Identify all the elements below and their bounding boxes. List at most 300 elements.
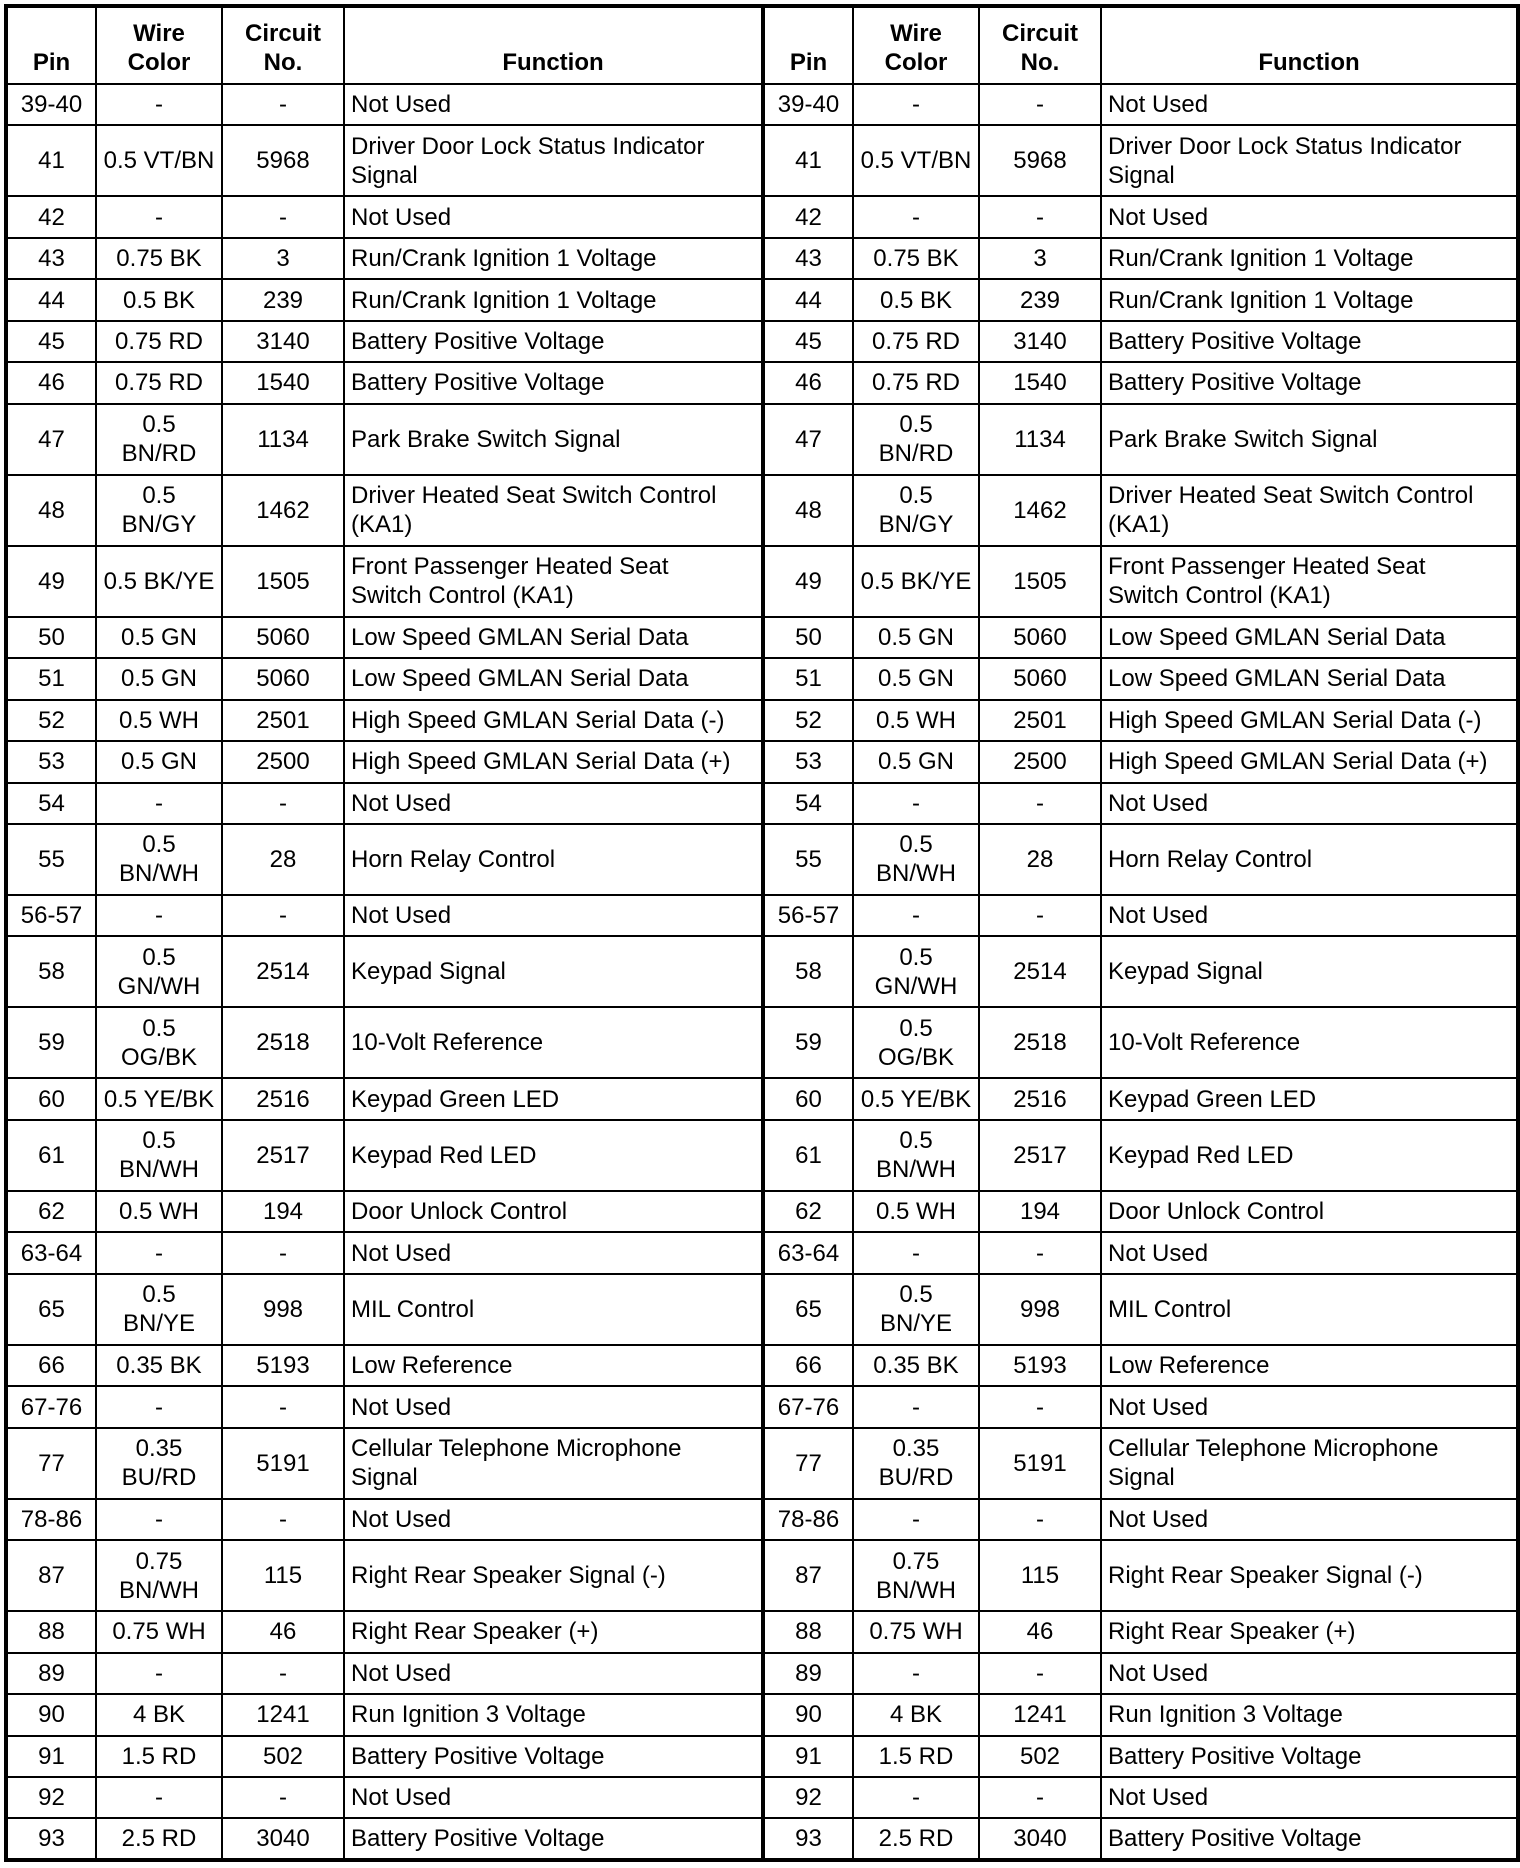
function-cell: Run/Crank Ignition 1 Voltage [344,279,763,320]
table-row [6,1191,1518,1232]
header-pin: Pin [763,6,853,84]
wire-color-cell: 0.5 YE/BK [853,1078,979,1119]
pin-cell: 45 [763,321,853,362]
function-cell: Not Used [344,895,763,936]
pin-cell: 51 [763,658,853,699]
pin-cell: 55 [6,824,96,895]
header-function: Function [1101,6,1518,84]
wire-color-cell: - [853,783,979,824]
circuit-no-cell: 1540 [979,362,1101,403]
wire-color-cell: 0.5 BN/YE [96,1274,222,1345]
wire-color-cell: 0.5 VT/BN [853,125,979,196]
wire-color-cell: 0.5 BK/YE [96,546,222,617]
pin-cell: 63-64 [763,1232,853,1273]
pin-cell: 49 [6,546,96,617]
function-cell: Park Brake Switch Signal [344,404,763,475]
circuit-no-cell: 5060 [979,617,1101,658]
circuit-no-cell: 2501 [979,700,1101,741]
wire-color-cell: 2.5 RD [853,1818,979,1860]
function-cell: Run/Crank Ignition 1 Voltage [1101,238,1518,279]
circuit-no-cell: 5968 [979,125,1101,196]
function-cell: MIL Control [1101,1274,1518,1345]
wire-color-cell: 0.5 GN [853,617,979,658]
pin-cell: 89 [6,1653,96,1694]
wire-color-cell: - [853,1232,979,1273]
header-row [6,6,1518,84]
circuit-no-cell: - [979,196,1101,237]
circuit-no-cell: 5193 [979,1345,1101,1386]
function-cell: Not Used [344,1499,763,1540]
circuit-no-cell: 28 [979,824,1101,895]
circuit-no-cell: - [979,783,1101,824]
wire-color-cell: 4 BK [96,1694,222,1735]
connector-pinout-sheet [4,4,1516,1862]
pin-cell: 88 [6,1611,96,1652]
pin-cell: 39-40 [6,84,96,125]
wire-color-cell: - [96,783,222,824]
wire-color-cell: 1.5 RD [96,1736,222,1777]
pin-cell: 61 [763,1120,853,1191]
circuit-no-cell: 3 [979,238,1101,279]
header-function: Function [344,6,763,84]
circuit-no-cell: 1462 [222,475,344,546]
header-circuit-no: Circuit No. [222,6,344,84]
pinout-table [4,4,1520,1862]
pin-cell: 46 [6,362,96,403]
circuit-no-cell: 998 [979,1274,1101,1345]
pin-cell: 90 [6,1694,96,1735]
pin-cell: 48 [6,475,96,546]
pin-cell: 61 [6,1120,96,1191]
header-wire-color: Wire Color [96,6,222,84]
wire-color-cell: 0.5 OG/BK [853,1007,979,1078]
function-cell: Low Speed GMLAN Serial Data [344,617,763,658]
table-row [6,1653,1518,1694]
circuit-no-cell: 3040 [979,1818,1101,1860]
pin-cell: 56-57 [6,895,96,936]
pin-cell: 62 [763,1191,853,1232]
table-row [6,741,1518,782]
pin-cell: 49 [763,546,853,617]
table-row [6,1540,1518,1611]
circuit-no-cell: 115 [979,1540,1101,1611]
function-cell: Keypad Signal [344,936,763,1007]
wire-color-cell: 0.75 RD [96,321,222,362]
function-cell: Not Used [1101,84,1518,125]
circuit-no-cell: 1505 [979,546,1101,617]
table-row [6,1120,1518,1191]
pin-cell: 54 [763,783,853,824]
wire-color-cell: 0.75 WH [96,1611,222,1652]
table-row [6,895,1518,936]
circuit-no-cell: 194 [979,1191,1101,1232]
pin-cell: 92 [763,1777,853,1818]
wire-color-cell: - [96,1653,222,1694]
circuit-no-cell: 1540 [222,362,344,403]
circuit-no-cell: 3 [222,238,344,279]
wire-color-cell: 0.5 BN/WH [96,824,222,895]
wire-color-cell: 0.5 GN/WH [853,936,979,1007]
function-cell: Run Ignition 3 Voltage [1101,1694,1518,1735]
function-cell: Not Used [1101,1653,1518,1694]
pin-cell: 87 [6,1540,96,1611]
pin-cell: 77 [763,1428,853,1499]
function-cell: Right Rear Speaker (+) [344,1611,763,1652]
function-cell: Low Speed GMLAN Serial Data [344,658,763,699]
table-row [6,824,1518,895]
table-row [6,279,1518,320]
circuit-no-cell: 5060 [222,617,344,658]
circuit-no-cell: 2500 [222,741,344,782]
function-cell: Not Used [1101,1499,1518,1540]
wire-color-cell: 0.5 GN/WH [96,936,222,1007]
circuit-no-cell: 5060 [979,658,1101,699]
wire-color-cell: - [96,1386,222,1427]
circuit-no-cell: - [222,1777,344,1818]
pin-cell: 90 [763,1694,853,1735]
function-cell: High Speed GMLAN Serial Data (-) [1101,700,1518,741]
wire-color-cell: 0.5 BK [853,279,979,320]
wire-color-cell: 0.5 BN/GY [96,475,222,546]
function-cell: Not Used [344,1777,763,1818]
wire-color-cell: 0.5 WH [853,1191,979,1232]
table-row [6,1499,1518,1540]
table-row [6,362,1518,403]
table-row [6,196,1518,237]
table-row [6,1345,1518,1386]
function-cell: Low Speed GMLAN Serial Data [1101,658,1518,699]
circuit-no-cell: 2517 [222,1120,344,1191]
table-row [6,404,1518,475]
pin-cell: 42 [763,196,853,237]
function-cell: Run/Crank Ignition 1 Voltage [344,238,763,279]
function-cell: Low Reference [1101,1345,1518,1386]
wire-color-cell: - [853,1653,979,1694]
circuit-no-cell: 1241 [222,1694,344,1735]
wire-color-cell: 0.5 BN/WH [853,824,979,895]
wire-color-cell: 0.5 YE/BK [96,1078,222,1119]
function-cell: Not Used [344,1386,763,1427]
pin-cell: 66 [763,1345,853,1386]
pin-cell: 65 [6,1274,96,1345]
function-cell: Keypad Green LED [1101,1078,1518,1119]
table-row [6,321,1518,362]
circuit-no-cell: 1134 [222,404,344,475]
function-cell: Front Passenger Heated Seat Switch Control (KA1) [344,546,763,617]
pin-cell: 42 [6,196,96,237]
pin-cell: 50 [6,617,96,658]
function-cell: Not Used [1101,196,1518,237]
pin-cell: 65 [763,1274,853,1345]
function-cell: Driver Door Lock Status Indicator Signal [344,125,763,196]
circuit-no-cell: - [222,84,344,125]
pin-cell: 89 [763,1653,853,1694]
circuit-no-cell: 46 [222,1611,344,1652]
pin-cell: 87 [763,1540,853,1611]
circuit-no-cell: 502 [979,1736,1101,1777]
circuit-no-cell: 115 [222,1540,344,1611]
function-cell: Not Used [1101,1232,1518,1273]
pin-cell: 45 [6,321,96,362]
wire-color-cell: 0.5 BK/YE [853,546,979,617]
wire-color-cell: - [853,1777,979,1818]
function-cell: Not Used [344,783,763,824]
function-cell: Not Used [1101,783,1518,824]
pin-cell: 53 [763,741,853,782]
table-row [6,1428,1518,1499]
pin-cell: 59 [6,1007,96,1078]
function-cell: Cellular Telephone Microphone Signal [1101,1428,1518,1499]
circuit-no-cell: - [222,1386,344,1427]
table-row [6,84,1518,125]
wire-color-cell: - [96,895,222,936]
pin-cell: 88 [763,1611,853,1652]
circuit-no-cell: 3140 [222,321,344,362]
circuit-no-cell: 998 [222,1274,344,1345]
wire-color-cell: 0.75 BK [96,238,222,279]
wire-color-cell: - [96,1499,222,1540]
circuit-no-cell: 2516 [979,1078,1101,1119]
pin-cell: 58 [6,936,96,1007]
pin-cell: 58 [763,936,853,1007]
pin-cell: 47 [763,404,853,475]
pin-cell: 41 [6,125,96,196]
wire-color-cell: 0.75 BK [853,238,979,279]
wire-color-cell: 0.35 BU/RD [96,1428,222,1499]
wire-color-cell: 0.35 BK [853,1345,979,1386]
pin-cell: 44 [6,279,96,320]
wire-color-cell: 0.75 RD [96,362,222,403]
circuit-no-cell: 2500 [979,741,1101,782]
table-row [6,1232,1518,1273]
pin-cell: 52 [6,700,96,741]
table-row [6,475,1518,546]
function-cell: Right Rear Speaker (+) [1101,1611,1518,1652]
function-cell: Horn Relay Control [1101,824,1518,895]
circuit-no-cell: - [979,1499,1101,1540]
table-body [6,84,1518,1860]
wire-color-cell: 0.75 WH [853,1611,979,1652]
pin-cell: 55 [763,824,853,895]
wire-color-cell: - [96,84,222,125]
function-cell: Not Used [1101,1777,1518,1818]
pin-cell: 60 [6,1078,96,1119]
function-cell: Not Used [1101,1386,1518,1427]
wire-color-cell: 0.5 GN [96,741,222,782]
header-circuit-no: Circuit No. [979,6,1101,84]
pin-cell: 77 [6,1428,96,1499]
pin-cell: 67-76 [763,1386,853,1427]
wire-color-cell: 2.5 RD [96,1818,222,1860]
function-cell: MIL Control [344,1274,763,1345]
circuit-no-cell: 1241 [979,1694,1101,1735]
function-cell: Keypad Red LED [1101,1120,1518,1191]
circuit-no-cell: - [979,84,1101,125]
function-cell: Run Ignition 3 Voltage [344,1694,763,1735]
wire-color-cell: - [853,895,979,936]
circuit-no-cell: 2514 [979,936,1101,1007]
wire-color-cell: 0.5 GN [853,741,979,782]
circuit-no-cell: 1505 [222,546,344,617]
function-cell: 10-Volt Reference [1101,1007,1518,1078]
pin-cell: 91 [6,1736,96,1777]
wire-color-cell: 0.75 BN/WH [853,1540,979,1611]
circuit-no-cell: 239 [979,279,1101,320]
header-pin: Pin [6,6,96,84]
function-cell: Not Used [1101,895,1518,936]
circuit-no-cell: 502 [222,1736,344,1777]
pin-cell: 43 [763,238,853,279]
circuit-no-cell: 5191 [222,1428,344,1499]
circuit-no-cell: 3140 [979,321,1101,362]
pin-cell: 51 [6,658,96,699]
table-row [6,1818,1518,1860]
function-cell: Not Used [344,196,763,237]
circuit-no-cell: 5968 [222,125,344,196]
function-cell: Keypad Signal [1101,936,1518,1007]
wire-color-cell: 0.5 BN/YE [853,1274,979,1345]
wire-color-cell: 0.5 GN [96,617,222,658]
table-row [6,658,1518,699]
function-cell: Driver Heated Seat Switch Control (KA1) [344,475,763,546]
circuit-no-cell: 239 [222,279,344,320]
circuit-no-cell: 46 [979,1611,1101,1652]
function-cell: High Speed GMLAN Serial Data (-) [344,700,763,741]
wire-color-cell: 0.75 RD [853,321,979,362]
wire-color-cell: 0.5 WH [853,700,979,741]
wire-color-cell: 0.5 WH [96,1191,222,1232]
circuit-no-cell: 2518 [222,1007,344,1078]
wire-color-cell: 0.35 BU/RD [853,1428,979,1499]
function-cell: Cellular Telephone Microphone Signal [344,1428,763,1499]
circuit-no-cell: - [979,1232,1101,1273]
wire-color-cell: 0.5 BN/GY [853,475,979,546]
wire-color-cell: - [853,196,979,237]
pin-cell: 50 [763,617,853,658]
table-row [6,125,1518,196]
pin-cell: 59 [763,1007,853,1078]
circuit-no-cell: 194 [222,1191,344,1232]
circuit-no-cell: - [979,1777,1101,1818]
pin-cell: 53 [6,741,96,782]
wire-color-cell: 0.5 BN/WH [96,1120,222,1191]
wire-color-cell: 0.5 GN [853,658,979,699]
circuit-no-cell: - [222,1653,344,1694]
function-cell: Battery Positive Voltage [1101,321,1518,362]
function-cell: Battery Positive Voltage [344,362,763,403]
circuit-no-cell: - [222,1232,344,1273]
pin-cell: 91 [763,1736,853,1777]
function-cell: 10-Volt Reference [344,1007,763,1078]
wire-color-cell: 1.5 RD [853,1736,979,1777]
function-cell: Driver Heated Seat Switch Control (KA1) [1101,475,1518,546]
function-cell: Battery Positive Voltage [1101,362,1518,403]
pin-cell: 78-86 [763,1499,853,1540]
function-cell: Door Unlock Control [344,1191,763,1232]
wire-color-cell: 4 BK [853,1694,979,1735]
circuit-no-cell: 5191 [979,1428,1101,1499]
circuit-no-cell: - [222,783,344,824]
wire-color-cell: 0.5 BN/RD [96,404,222,475]
table-row [6,238,1518,279]
table-row [6,700,1518,741]
function-cell: Right Rear Speaker Signal (-) [1101,1540,1518,1611]
wire-color-cell: - [853,1499,979,1540]
function-cell: Battery Positive Voltage [344,321,763,362]
pin-cell: 46 [763,362,853,403]
wire-color-cell: 0.35 BK [96,1345,222,1386]
function-cell: Not Used [344,84,763,125]
table-row [6,1777,1518,1818]
pin-cell: 60 [763,1078,853,1119]
wire-color-cell: - [853,84,979,125]
function-cell: Driver Door Lock Status Indicator Signal [1101,125,1518,196]
wire-color-cell: - [96,1777,222,1818]
circuit-no-cell: 5193 [222,1345,344,1386]
wire-color-cell: 0.5 BK [96,279,222,320]
table-row [6,1611,1518,1652]
wire-color-cell: - [96,1232,222,1273]
circuit-no-cell: - [222,1499,344,1540]
pin-cell: 39-40 [763,84,853,125]
pin-cell: 47 [6,404,96,475]
wire-color-cell: 0.75 BN/WH [96,1540,222,1611]
function-cell: Keypad Green LED [344,1078,763,1119]
pin-cell: 93 [6,1818,96,1860]
pin-cell: 92 [6,1777,96,1818]
circuit-no-cell: - [222,895,344,936]
function-cell: Battery Positive Voltage [344,1736,763,1777]
pin-cell: 93 [763,1818,853,1860]
pin-cell: 52 [763,700,853,741]
circuit-no-cell: 3040 [222,1818,344,1860]
function-cell: Battery Positive Voltage [344,1818,763,1860]
function-cell: Battery Positive Voltage [1101,1736,1518,1777]
header-wire-color: Wire Color [853,6,979,84]
wire-color-cell: - [96,196,222,237]
table-row [6,1007,1518,1078]
circuit-no-cell: 2517 [979,1120,1101,1191]
wire-color-cell: 0.5 BN/RD [853,404,979,475]
circuit-no-cell: - [222,196,344,237]
table-row [6,1386,1518,1427]
function-cell: Low Speed GMLAN Serial Data [1101,617,1518,658]
circuit-no-cell: 2514 [222,936,344,1007]
table-row [6,936,1518,1007]
function-cell: Door Unlock Control [1101,1191,1518,1232]
wire-color-cell: 0.5 VT/BN [96,125,222,196]
pin-cell: 48 [763,475,853,546]
wire-color-cell: - [853,1386,979,1427]
table-row [6,1736,1518,1777]
wire-color-cell: 0.5 BN/WH [853,1120,979,1191]
pin-cell: 43 [6,238,96,279]
circuit-no-cell: 2501 [222,700,344,741]
circuit-no-cell: - [979,1653,1101,1694]
table-row [6,1078,1518,1119]
circuit-no-cell: - [979,895,1101,936]
table-row [6,1694,1518,1735]
function-cell: Low Reference [344,1345,763,1386]
function-cell: Keypad Red LED [344,1120,763,1191]
pin-cell: 78-86 [6,1499,96,1540]
function-cell: Park Brake Switch Signal [1101,404,1518,475]
pin-cell: 62 [6,1191,96,1232]
pin-cell: 67-76 [6,1386,96,1427]
function-cell: Not Used [344,1232,763,1273]
wire-color-cell: 0.5 WH [96,700,222,741]
pin-cell: 54 [6,783,96,824]
